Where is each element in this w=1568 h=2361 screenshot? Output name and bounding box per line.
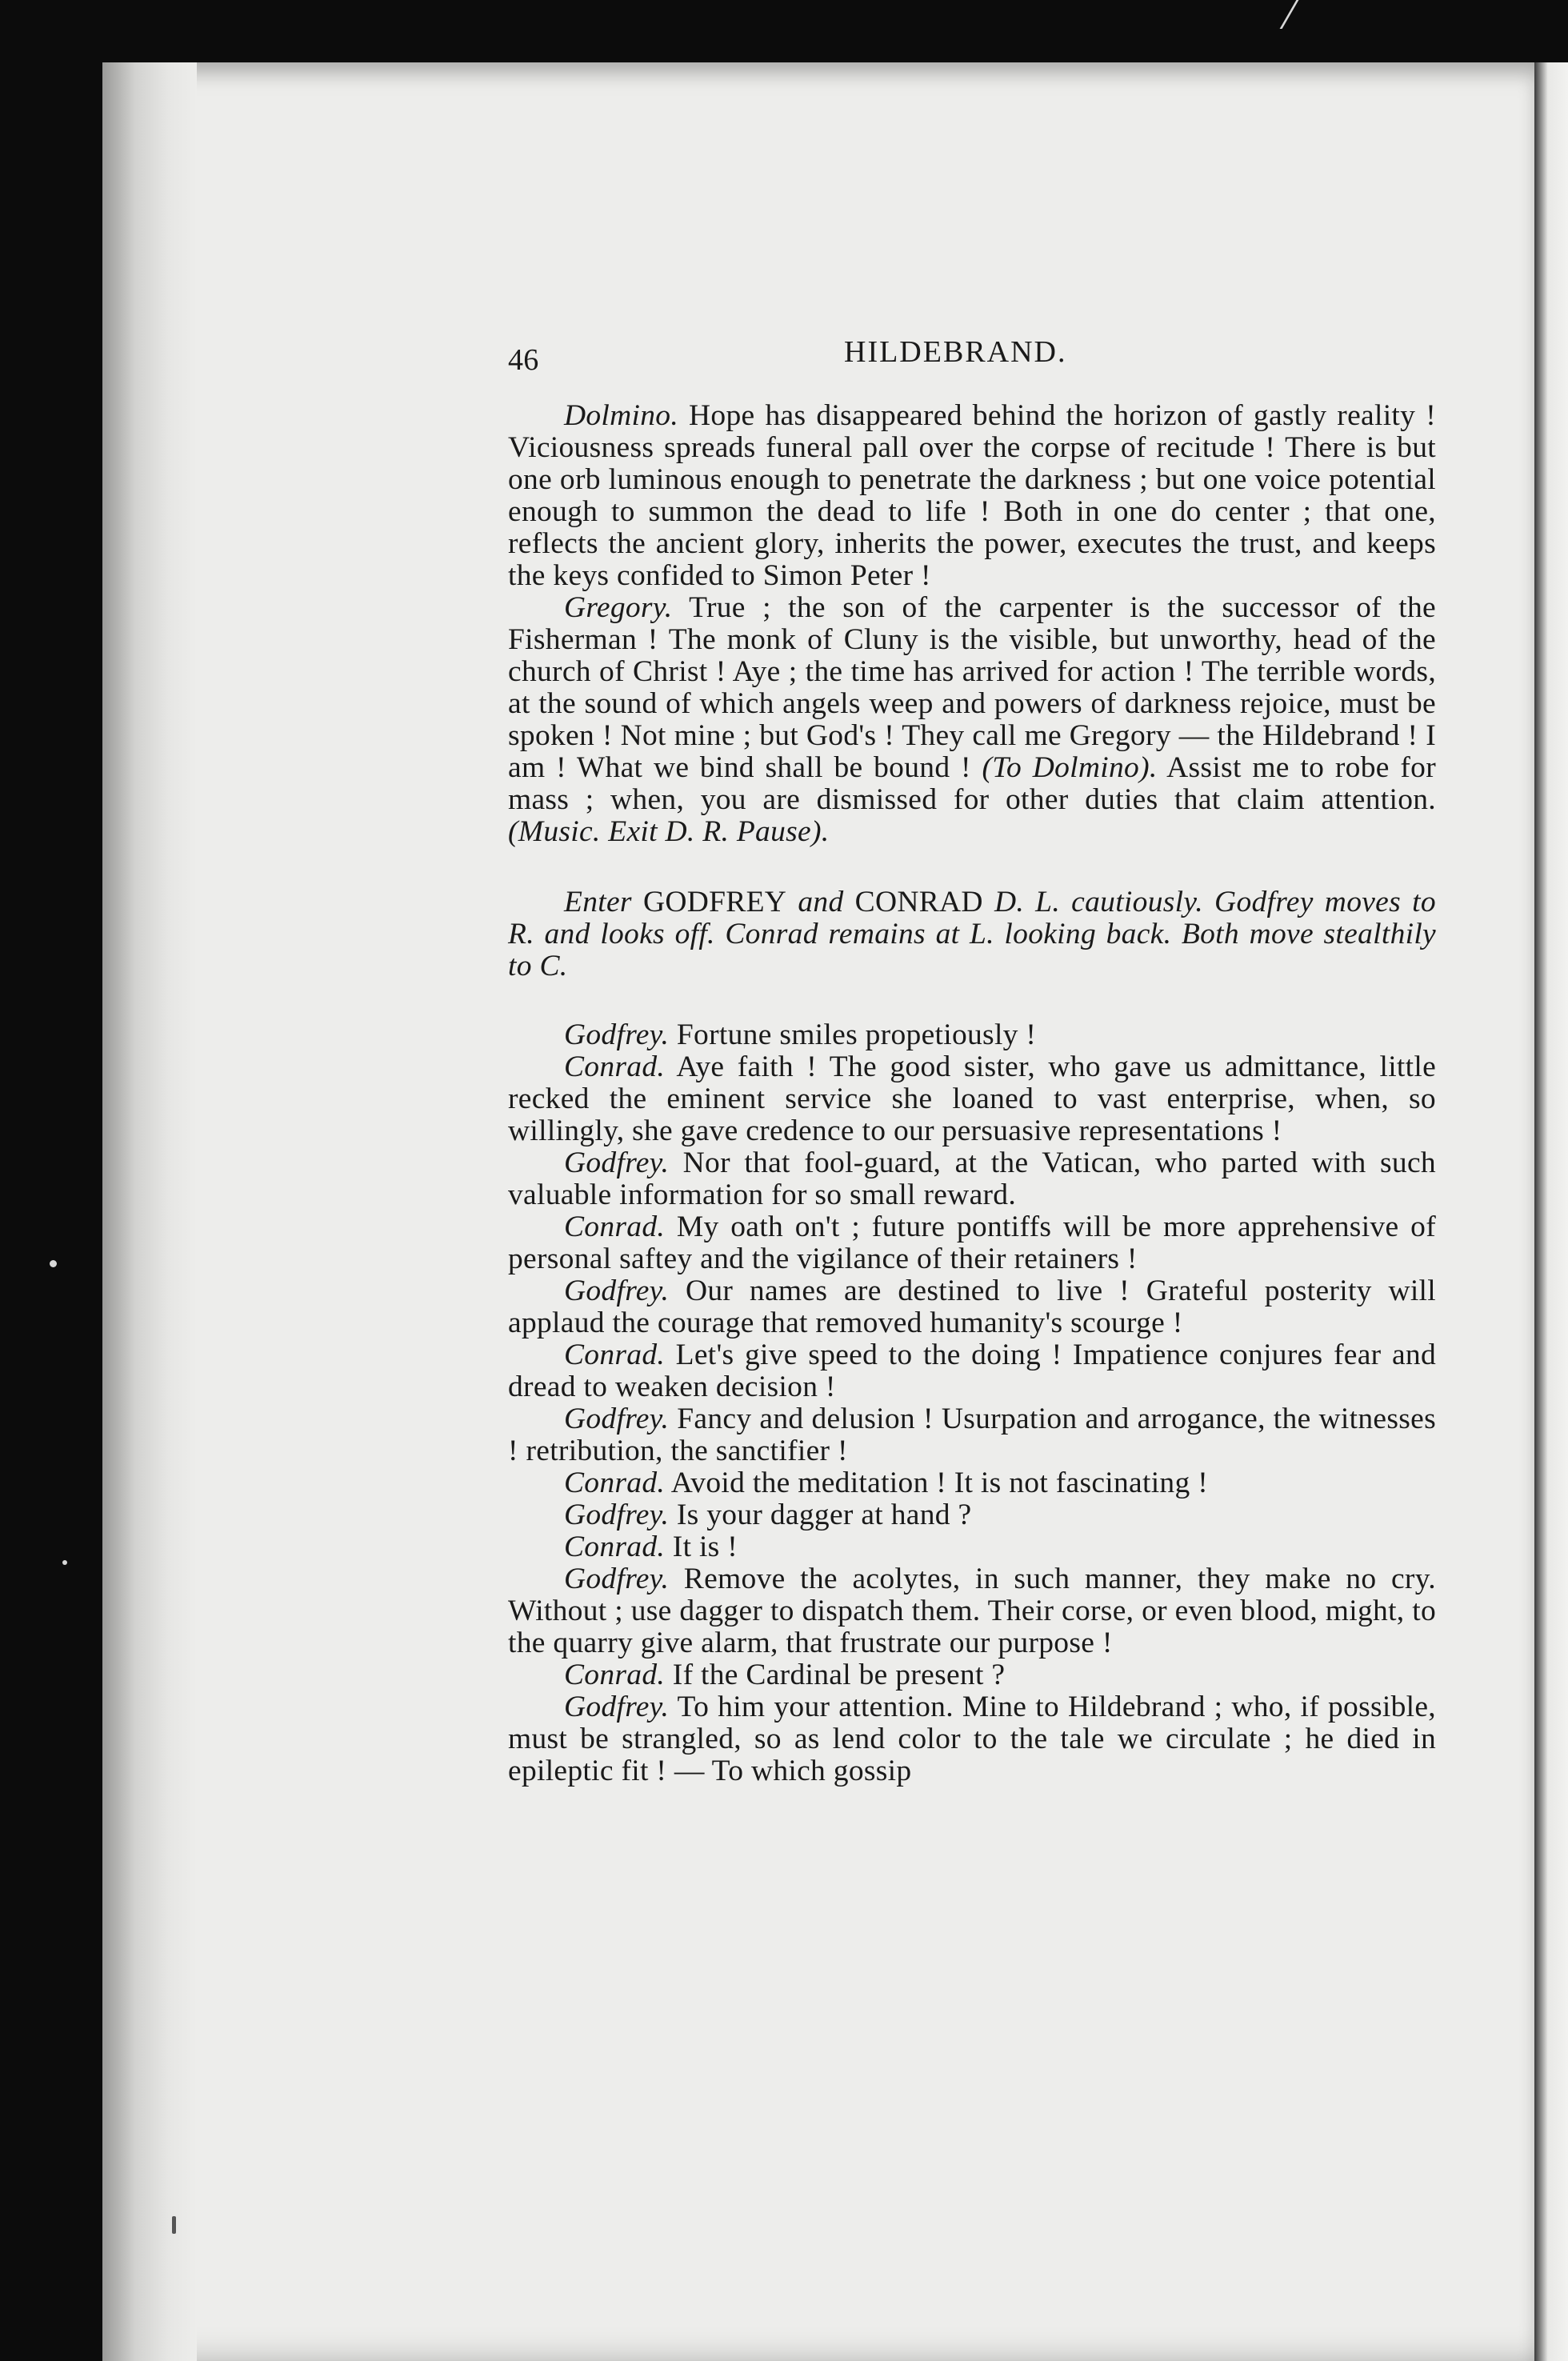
speaker-name: Godfrey. — [564, 1146, 670, 1179]
dialogue-paragraph — [508, 1531, 1436, 1563]
speaker-name: Dolmino. — [564, 399, 679, 432]
page-header — [508, 336, 1436, 384]
speaker-name: Conrad. — [564, 1050, 666, 1083]
character-name: CONRAD — [854, 886, 983, 918]
dialogue-paragraph — [508, 400, 1436, 592]
page-right-edge — [1534, 62, 1568, 2361]
speaker-name: Godfrey. — [564, 1691, 670, 1723]
speaker-name: Conrad. — [564, 1531, 666, 1563]
speaker-name: Godfrey. — [564, 1275, 670, 1307]
dialogue-text: My oath on't ; future pontiffs will be more apprehensive of personal saftey and the vigilance of their retainers ! — [508, 1211, 1436, 1275]
stage-enter: Enter — [564, 886, 632, 918]
dialogue-paragraph — [508, 1691, 1436, 1787]
dialogue-block — [508, 1019, 1436, 1787]
dialogue-paragraph — [508, 1211, 1436, 1275]
dialogue-text: True ; the son of the carpenter is the successor of the Fisherman ! The monk of Cluny is the visible, but unworthy, head of the church of Christ ! Aye ; the time has arrived for action ! The terrible words, at the sound of which angels weep and powers of darkness rejoice, must be spoken ! Not mine ; but God's ! They call me Gregory — the Hildebrand ! I am ! What we bind shall be bound ! — [508, 591, 1437, 784]
page-text — [508, 336, 1436, 1787]
stage-direction — [508, 886, 1436, 982]
scan-speck — [172, 2216, 176, 2234]
dialogue-paragraph — [508, 1467, 1436, 1499]
dialogue-paragraph — [508, 1275, 1436, 1339]
stage-text: D. L. cautiously. Godfrey moves to R. and looks off. Conrad remains at L. looking back. Both move stealthily to C. — [508, 886, 1436, 982]
dialogue-text: If the Cardinal be present ? — [672, 1659, 1006, 1691]
running-title: HILDEBRAND. — [844, 335, 1067, 369]
scan-speck — [50, 1260, 57, 1267]
dialogue-text: Our names are destined to live ! Grateful posterity will applaud the courage that removed humanity's scourge ! — [508, 1275, 1436, 1339]
dialogue-paragraph — [508, 592, 1436, 848]
dialogue-text: Hope has disappeared behind the horizon of gastly reality ! Viciousness spreads funeral pall over the corpse of recitude ! There is but one orb luminous enough to penetrate the darkness ; but one voice potential enough to summon the dead to life ! Both in one do center ; that one, reflects the ancient glory, inherits the power, executes the trust, and keeps the keys confided to Simon Peter ! — [508, 399, 1436, 592]
dialogue-text: Remove the acolytes, in such manner, they make no cry. Without ; use dagger to dispatch them. Their corse, or even blood, might, to the quarry give alarm, that frustrate our purpose ! — [508, 1563, 1436, 1659]
dialogue-paragraph — [508, 1659, 1436, 1691]
dialogue-text: Aye faith ! The good sister, who gave us admittance, little recked the eminent service she loaned to vast enterprise, when, so willingly, she gave credence to our persuasive representations ! — [508, 1050, 1437, 1147]
dialogue-text: Is your dagger at hand ? — [676, 1499, 972, 1531]
stage-and: and — [798, 886, 844, 918]
dialogue-paragraph — [508, 1499, 1436, 1531]
dialogue-text: To him your attention. Mine to Hildebrand ; who, if possible, must be strangled, so as lend color to the tale we circulate ; he died in epileptic fit ! — To which gossip — [508, 1691, 1436, 1787]
dialogue-paragraph — [508, 1051, 1436, 1147]
dialogue-text: Nor that fool-guard, at the Vatican, who parted with such valuable information for so small reward. — [508, 1146, 1436, 1211]
speaker-name: Godfrey. — [564, 1018, 670, 1051]
stage-direction-inline: (Music. Exit D. R. Pause). — [508, 815, 830, 848]
dialogue-text: Assist me to robe for mass ; when, you are dismissed for other duties that claim attention. — [508, 751, 1436, 816]
dialogue-paragraph — [508, 1019, 1436, 1051]
character-name: GODFREY — [642, 886, 787, 918]
speaker-name: Godfrey. — [564, 1563, 670, 1595]
page-number: 46 — [508, 343, 539, 377]
dialogue-paragraph — [508, 1563, 1436, 1659]
speaker-name: Godfrey. — [564, 1403, 670, 1435]
scan-speck — [62, 1560, 67, 1565]
speaker-name: Conrad. — [564, 1659, 666, 1691]
dialogue-paragraph — [508, 1339, 1436, 1403]
speaker-name: Conrad. — [564, 1211, 666, 1243]
dialogue-text: Fortune smiles propetiously ! — [676, 1018, 1037, 1051]
scan-artifact — [1259, 0, 1299, 29]
page-gutter-shadow — [102, 62, 197, 2361]
dialogue-paragraph — [508, 1403, 1436, 1467]
dialogue-text: Fancy and delusion ! Usurpation and arrogance, the witnesses ! retribution, the sanctifier ! — [508, 1403, 1436, 1467]
stage-direction-inline: (To Dolmino). — [982, 751, 1158, 784]
dialogue-text: Avoid the meditation ! It is not fascinating ! — [670, 1467, 1208, 1499]
dialogue-paragraph — [508, 1147, 1436, 1211]
speaker-name: Conrad. — [564, 1339, 666, 1371]
speaker-name: Conrad. — [564, 1467, 666, 1499]
dialogue-text: Let's give speed to the doing ! Impatience conjures fear and dread to weaken decision ! — [508, 1339, 1436, 1403]
speaker-name: Gregory. — [564, 591, 673, 624]
speaker-name: Godfrey. — [564, 1499, 670, 1531]
dialogue-text: It is ! — [672, 1531, 738, 1563]
